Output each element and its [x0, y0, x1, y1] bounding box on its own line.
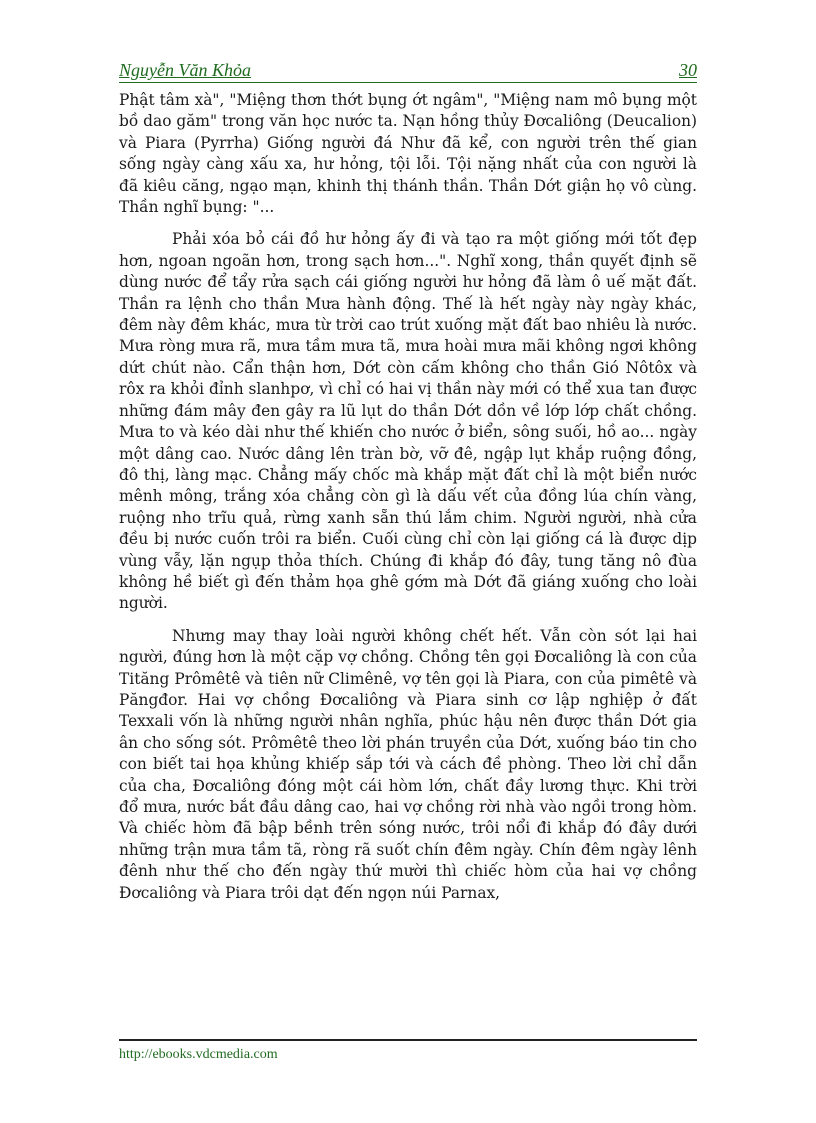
- author-name: Nguyễn Văn Khỏa: [119, 60, 251, 80]
- body-text: [119, 90, 697, 915]
- paragraph-3: Nhưng may thay loài người không chết hết. Vẫn còn sót lại hai người, đúng hơn là một cặp vợ chồng. Chồng tên gọi Đơcaliông là con của Tităng Prômêtê và tiên nữ Climênê, vợ tên gọi là Piara, con của pimêtê và Păngđor. Hai vợ chồng Đơcaliông và Piara sinh cơ lập nghiệp ở đất Texxali vốn là những người nhân nghĩa, phúc hậu nên được thần Dớt gia ân cho sống sót. Prômêtê theo lời phán truyền của Dớt, xuống báo tin cho con biết tai họa khủng khiếp sắp tới và cách đề phòng. Theo lời chỉ dẫn của cha, Đơcaliông đóng một cái hòm lớn, chất đầy lương thực. Khi trời đổ mưa, nước bắt đầu dâng cao, hai vợ chồng rời nhà vào ngồi trong hòm. Và chiếc hòm đã bập bềnh trên sóng nước, trôi nổi đi khắp đó đây dưới những trận mưa tầm tã, ròng rã suốt chín đêm ngày. Chín đêm ngày lênh đênh như thế cho đến ngày thứ mười thì chiếc hòm của hai vợ chồng Đơcaliông và Piara trôi dạt đến ngọn núi Parnax,: [119, 626, 697, 902]
- paragraph-1: Phật tâm xà", "Miệng thơn thớt bụng ớt ngâm", "Miệng nam mô bụng một bồ dao găm" trong văn học nước ta. Nạn hồng thủy Đơcaliông (Deucalion) và Piara (Pyrrha) Giống người đá Như đã kể, con người trên thế gian sống ngày càng xấu xa, hư hỏng, tội lỗi. Tội nặng nhất của con người là đã kiêu căng, ngạo mạn, khinh thị thánh thần. Thần Dớt giận họ vô cùng. Thần nghĩ bụng: "...: [119, 91, 697, 217]
- header-divider: [119, 82, 697, 83]
- footer-divider: [119, 1039, 697, 1041]
- page-header: [119, 60, 697, 82]
- paragraph-2: Phải xóa bỏ cái đồ hư hỏng ấy đi và tạo ra một giống mới tốt đẹp hơn, ngoan ngoãn hơn, trong sạch hơn...". Nghĩ xong, thần quyết định sẽ dùng nước để tẩy rửa sạch cái giống người hư hỏng đã làm ô uế mặt đất. Thần ra lệnh cho thần Mưa hành động. Thế là hết ngày này ngày khác, đêm này đêm khác, mưa từ trời cao trút xuống mặt đất bao nhiêu là nước. Mưa ròng mưa rã, mưa tầm mưa tã, mưa hoài mưa mãi không ngơi không dứt chút nào. Cẩn thận hơn, Dớt còn cấm không cho thần Gió Nôtôx và rôx ra khỏi đỉnh slanhpơ, vì chỉ có hai vị thần này mới có thể xua tan được những đám mây đen gây ra lũ lụt do thần Dớt dồn về lớp lớp chất chồng. Mưa to và kéo dài như thế khiến cho nước ở biển, sông suối, hồ ao... ngày một dâng cao. Nước dâng lên tràn bờ, vỡ đê, ngập lụt khắp ruộng đồng, đô thị, làng mạc. Chẳng mấy chốc mà khắp mặt đất chỉ là một biển nước mênh mông, trắng xóa chẳng còn gì là dấu vết của đồng lúa chín vàng, ruộng nho trĩu quả, rừng xanh sẵn thú lắm chim. Người người, nhà cửa đều bị nước cuốn trôi ra biển. Cuối cùng chỉ còn lại giống cá là được dịp vùng vẫy, lặn ngụp thỏa thích. Chúng đi khắp đó đây, tung tăng nô đùa không hề biết gì đến thảm họa ghê gớm mà Dớt đã giáng xuống cho loài người.: [119, 230, 697, 613]
- page-number: 30: [679, 60, 697, 80]
- footer-link[interactable]: http://ebooks.vdcmedia.com: [119, 1047, 278, 1062]
